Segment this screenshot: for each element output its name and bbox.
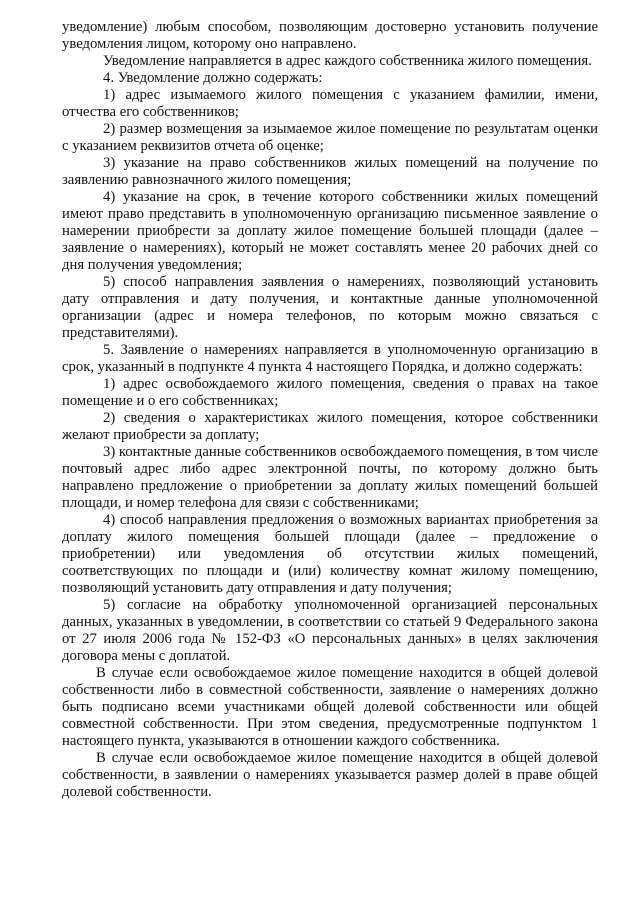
paragraph-notification-address: Уведомление направляется в адрес каждого собственника жилого помещения. [103,53,592,69]
paragraph-section-5-item-5: 5) согласие на обработку уполномоченной организацией персональных данных, указанных в уведомлении, в соответствии со статьей 9 Федерального закона от 27 июля 2006 года № 152-ФЗ «О персональных данных» в целях заключения договора мены с доплатой. [62,597,598,664]
paragraph-section-5-item-2: 2) сведения о характеристиках жилого помещения, которое собственники желают приобрести за доплату; [62,410,598,443]
paragraph-shared-ownership-shares: В случае если освобождаемое жилое помещение находится в общей долевой собственности, в заявлении о намерениях указывается размер долей в праве общей долевой собственности. [62,750,598,800]
paragraph-section-4-item-4: 4) указание на срок, в течение которого собственники жилых помещений имеют право представить в уполномоченную организацию письменное заявление о намерении приобрести за доплату жилое помещение большей площади (далее – заявление о намерениях), который не может составлять менее 20 рабочих дней со дня получения уведомления; [62,189,598,273]
paragraph-notification-method: уведомление) любым способом, позволяющим достоверно установить получение уведомления лицом, которому оно направлено. [62,19,598,52]
paragraph-section-4-heading: 4. Уведомление должно содержать: [103,70,323,86]
paragraph-section-5-item-3: 3) контактные данные собственников освобождаемого помещения, в том числе почтовый адрес либо адрес электронной почты, по которому должно быть направлено предложение о приобретении за доплату жилых помещений большей площади, и номер телефона для связи с собственниками; [62,444,598,511]
paragraph-section-4-item-2: 2) размер возмещения за изымаемое жилое помещение по результатам оценки с указанием реквизитов отчета об оценке; [62,121,598,154]
paragraph-joint-ownership-signing: В случае если освобождаемое жилое помещение находится в общей долевой собственности либо в совместной собственности, заявление о намерениях должно быть подписано всеми участниками общей долевой собственности или общей совместной собственности. При этом сведения, предусмотренные подпунктом 1 настоящего пункта, указываются в отношении каждого собственника. [62,665,598,749]
paragraph-section-4-item-3: 3) указание на право собственников жилых помещений на получение по заявлению равнозначного жилого помещения; [62,155,598,188]
paragraph-section-5-heading: 5. Заявление о намерениях направляется в уполномоченную организацию в срок, указанный в подпункте 4 пункта 4 настоящего Порядка, и должно содержать: [62,342,598,375]
paragraph-section-4-item-1: 1) адрес изымаемого жилого помещения с указанием фамилии, имени, отчества его собственников; [62,87,598,120]
paragraph-section-4-item-5: 5) способ направления заявления о намерениях, позволяющий установить дату отправления и дату получения, и контактные данные уполномоченной организации (адрес и номера телефонов, по которым можно связаться с представителями). [62,274,598,341]
paragraph-section-5-item-4: 4) способ направления предложения о возможных вариантах приобретения за доплату жилого помещения большей площади (далее – предложение о приобретении) или уведомления об отсутствии жилых помещений, соответствующих по площади и (или) количеству комнат жилому помещению, позволяющий установить дату отправления и дату получения; [62,512,598,596]
paragraph-section-5-item-1: 1) адрес освобождаемого жилого помещения, сведения о правах на такое помещение и о его собственниках; [62,376,598,409]
